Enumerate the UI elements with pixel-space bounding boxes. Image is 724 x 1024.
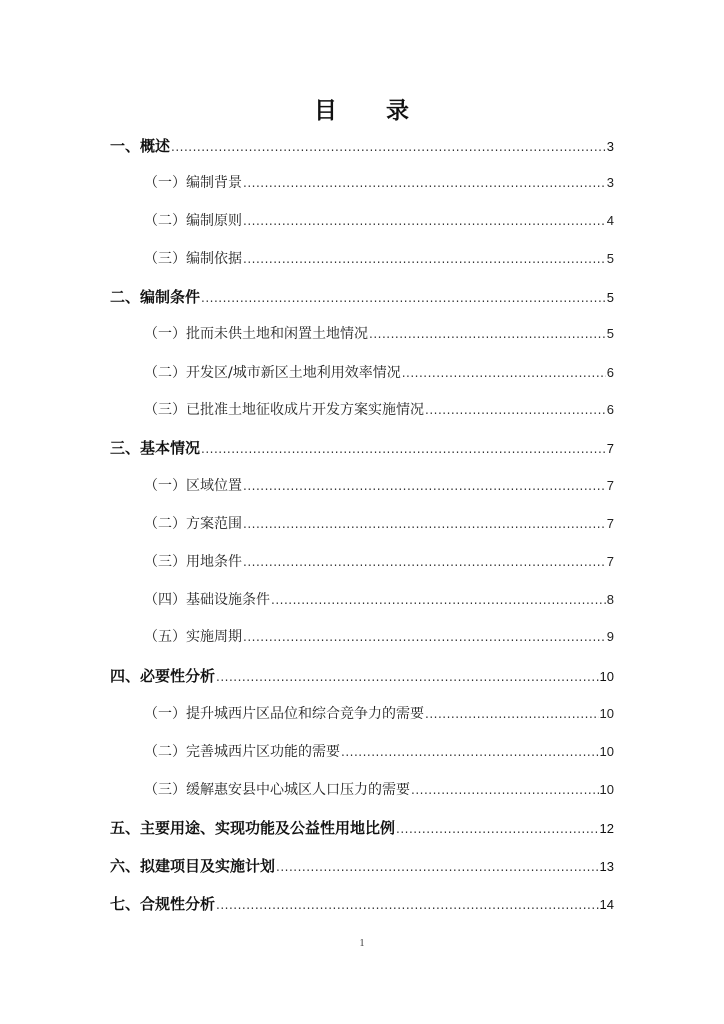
toc-entry-page: 6	[606, 365, 614, 380]
toc-entry[interactable]	[144, 362, 614, 384]
toc-entry-page: 14	[599, 897, 614, 912]
dot-leader	[216, 894, 599, 916]
dot-leader	[201, 287, 606, 309]
dot-leader	[402, 362, 606, 384]
toc-entry-label: （二）编制原则	[144, 213, 242, 229]
toc-entry-label: （二）完善城西片区功能的需要	[144, 744, 340, 760]
dot-leader	[396, 818, 599, 840]
toc-entry[interactable]	[110, 893, 614, 915]
toc-entry-page: 10	[599, 706, 614, 721]
dot-leader	[276, 856, 599, 878]
toc-entry[interactable]	[110, 437, 614, 459]
toc-entry-label: （五）实施周期	[144, 629, 242, 645]
toc-entry[interactable]	[110, 135, 614, 157]
toc-entry-label: （一）编制背景	[144, 175, 242, 191]
toc-entry-page: 3	[606, 139, 614, 154]
toc-entry-page: 3	[606, 175, 614, 190]
toc-entry-page: 7	[606, 516, 614, 531]
dot-leader	[243, 248, 606, 270]
toc-entry-label: 三、基本情况	[110, 439, 201, 457]
toc-entry-page: 5	[606, 290, 614, 305]
dot-leader	[243, 210, 606, 232]
toc-entry[interactable]	[110, 665, 614, 687]
toc-entry-page: 4	[606, 213, 614, 228]
toc-entry-page: 10	[599, 744, 614, 759]
dot-leader	[243, 626, 606, 648]
dot-leader	[425, 399, 606, 421]
toc-entry-label: （二）开发区/城市新区土地利用效率情况	[144, 365, 401, 381]
toc-entry[interactable]	[144, 172, 614, 194]
dot-leader	[243, 551, 606, 573]
toc-entry-page: 10	[599, 782, 614, 797]
dot-leader	[216, 666, 599, 688]
toc-entry-page: 5	[606, 251, 614, 266]
toc-entry-label: （三）已批准土地征收成片开发方案实施情况	[144, 402, 424, 418]
toc-entry[interactable]	[144, 551, 614, 573]
toc-entry-label: （三）用地条件	[144, 554, 242, 570]
toc-entry-label: （一）批而未供土地和闲置土地情况	[144, 326, 368, 342]
toc-entry-label: （四）基础设施条件	[144, 592, 270, 608]
toc-entry[interactable]	[144, 323, 614, 345]
dot-leader	[425, 703, 599, 725]
toc-entry-page: 12	[599, 821, 614, 836]
dot-leader	[243, 475, 606, 497]
dot-leader	[411, 779, 599, 801]
toc-entry[interactable]	[144, 703, 614, 725]
toc-entry-label: 四、必要性分析	[110, 667, 216, 685]
toc-entry-page: 9	[606, 629, 614, 644]
dot-leader	[171, 136, 606, 158]
page-number: 1	[359, 938, 365, 949]
toc-entry[interactable]	[110, 817, 614, 839]
dot-leader	[369, 323, 606, 345]
dot-leader	[201, 438, 606, 460]
toc-entry[interactable]	[144, 475, 614, 497]
toc-entry-page: 10	[599, 669, 614, 684]
toc-entry[interactable]	[110, 855, 614, 877]
toc-entry-label: 六、拟建项目及实施计划	[110, 857, 276, 875]
toc-entry[interactable]	[144, 589, 614, 611]
toc-entry-page: 8	[606, 592, 614, 607]
toc-entry-label: （三）编制依据	[144, 251, 242, 267]
toc-entry-page: 13	[599, 859, 614, 874]
toc-entry-label: 七、合规性分析	[110, 895, 216, 913]
toc-entry-label: 二、编制条件	[110, 288, 201, 306]
toc-entry-page: 6	[606, 402, 614, 417]
toc-entry[interactable]	[144, 513, 614, 535]
toc-entry-label: （一）提升城西片区品位和综合竞争力的需要	[144, 706, 424, 722]
toc-entry[interactable]	[110, 286, 614, 308]
toc-entry[interactable]	[144, 741, 614, 763]
toc-entry-label: （一）区域位置	[144, 478, 242, 494]
toc-entry-page: 7	[606, 441, 614, 456]
dot-leader	[243, 513, 606, 535]
toc-entry[interactable]	[144, 210, 614, 232]
toc-entry-page: 7	[606, 478, 614, 493]
toc-entry-label: （三）缓解惠安县中心城区人口压力的需要	[144, 782, 410, 798]
toc-entry-label: （二）方案范围	[144, 516, 242, 532]
dot-leader	[341, 741, 599, 763]
toc-entry-label: 一、概述	[110, 137, 171, 155]
toc-entry-label: 五、主要用途、实现功能及公益性用地比例	[110, 819, 396, 837]
toc-entry[interactable]	[144, 779, 614, 801]
toc-entry[interactable]	[144, 626, 614, 648]
toc-entry-page: 7	[606, 554, 614, 569]
page-title: 目 录	[314, 98, 410, 124]
toc-entry[interactable]	[144, 399, 614, 421]
dot-leader	[271, 589, 606, 611]
dot-leader	[243, 172, 606, 194]
toc-entry[interactable]	[144, 248, 614, 270]
toc-entry-page: 5	[606, 326, 614, 341]
